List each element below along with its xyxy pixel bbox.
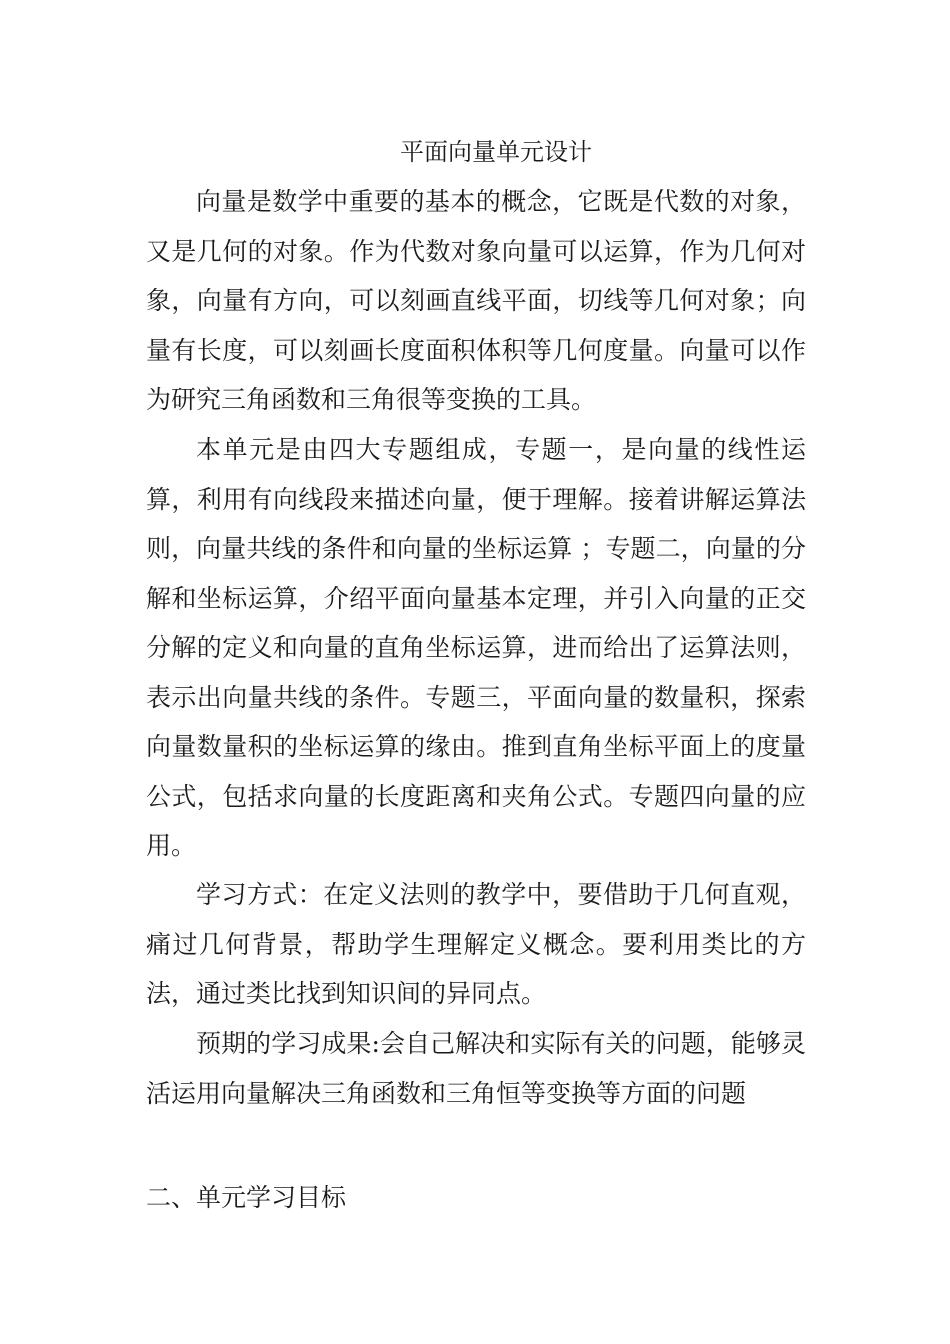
paragraph-intro: 向量是数学中重要的基本的概念，它既是代数的对象，又是几何的对象。作为代数对象向量可以运算，作为几何对象，向量有方向，可以刻画直线平面，切线等几何对象；向量有长度，可以刻画长度面积体积等几何度量。向量可以作为研究三角函数和三角很等变换的工具。 <box>146 187 806 414</box>
paragraph-learning-method: 学习方式：在定义法则的教学中，要借助于几何直观，痛过几何背景，帮助学生理解定义概念。要利用类比的方法，通过类比找到知识间的异同点。 <box>146 880 806 1008</box>
section-heading: 二、单元学习目标 <box>146 1183 347 1212</box>
page-title: 平面向量单元设计 <box>400 138 592 166</box>
paragraph-expected-outcomes: 预期的学习成果:会自己解决和实际有关的问题，能够灵活运用向量解决三角函数和三角恒等变换等方面的问题 <box>146 1029 806 1108</box>
paragraph-unit-topics: 本单元是由四大专题组成，专题一，是向量的线性运算，利用有向线段来描述向量，便于理解。接着讲解运算法则，向量共线的条件和向量的坐标运算 ；专题二，向量的分解和坐标运算，介绍平面向量基本定理，并引入向量的正交分解的定义和向量的直角坐标运算，进而给出了运算法则，表示出向量共线的条件。专题三，平面向量的数量积，探索向量数量积的坐标运算的缘由。推到直角坐标平面上的度量公式，包括求向量的长度距离和夹角公式。专题四向量的应用。 <box>146 435 806 860</box>
